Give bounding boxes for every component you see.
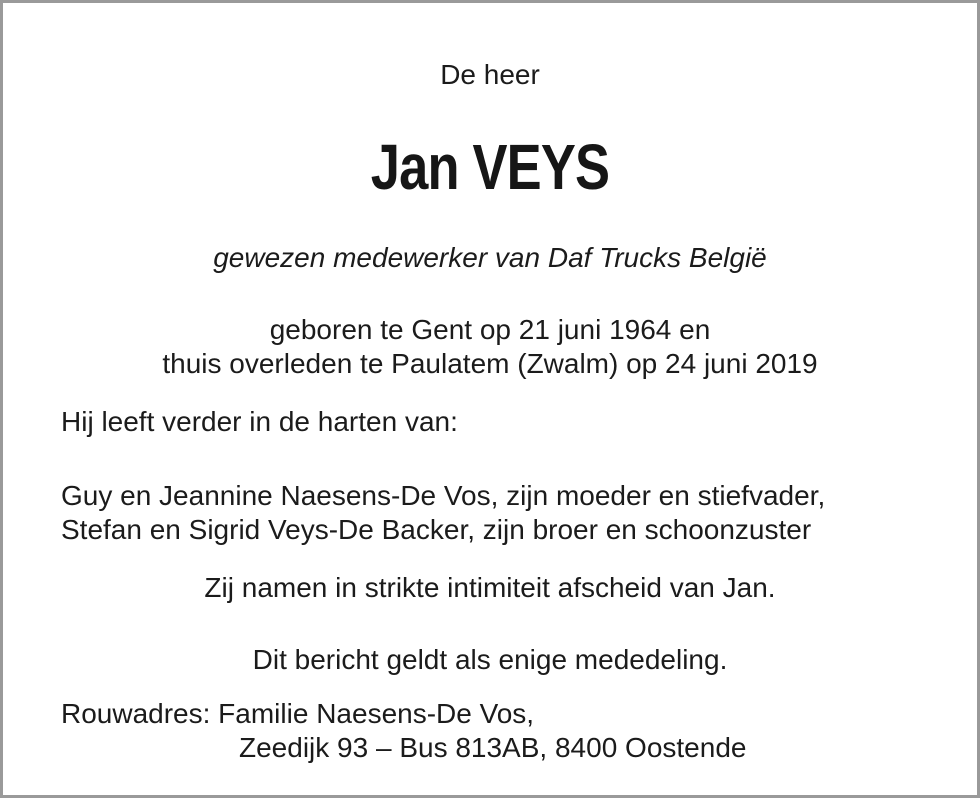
death-text: thuis overleden te Paulatem (Zwalm) op 24 juni 2019 — [162, 348, 818, 379]
intro-text: De heer — [440, 59, 540, 90]
mourning-address-line: Rouwadres: Familie Naesens-De Vos, — [61, 698, 535, 729]
relative-line: Guy en Jeannine Naesens-De Vos, zijn moeder en stiefvader, — [61, 480, 826, 511]
mourning-address-line: Zeedijk 93 – Bus 813AB, 8400 Oostende — [239, 732, 747, 763]
birth-text: geboren te Gent op 21 juni 1964 en — [269, 314, 711, 345]
deceased-name: Jan VEYS — [370, 131, 610, 203]
occupation-text: gewezen medewerker van Daf Trucks België — [213, 242, 767, 273]
relative-line: Stefan en Sigrid Veys-De Backer, zijn broer en schoonzuster — [61, 514, 812, 545]
survived-by-heading: Hij leeft verder in de harten van: — [61, 406, 458, 437]
farewell-text: Zij namen in strikte intimiteit afscheid van Jan. — [204, 572, 776, 603]
notice-statement: Dit bericht geldt als enige mededeling. — [252, 644, 728, 675]
